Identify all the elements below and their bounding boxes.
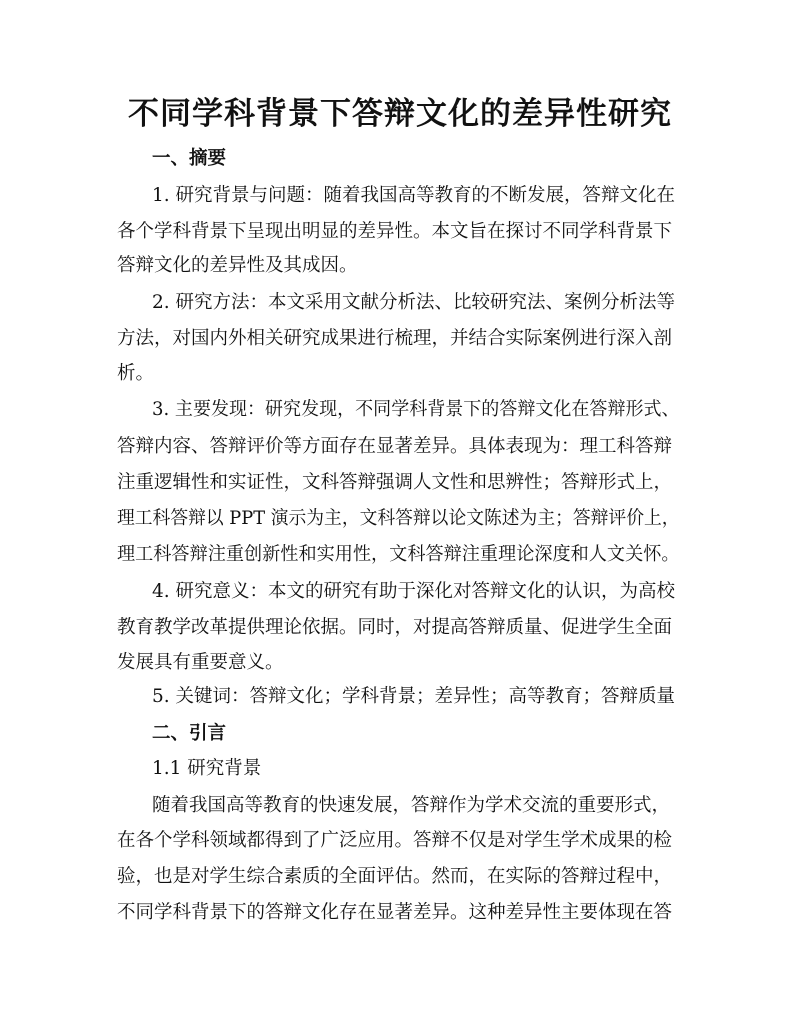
paragraph-line: 5. 关键词：答辩文化；学科背景；差异性；高等教育；答辩质量 xyxy=(152,686,676,707)
paragraph-line: 各个学科背景下呈现出明显的差异性。本文旨在探讨不同学科背景下 xyxy=(117,221,673,242)
paragraph-line: 1.1 研究背景 xyxy=(152,758,262,779)
paragraph-line: 答辩文化的差异性及其成因。 xyxy=(117,255,358,276)
section-heading: 二、引言 xyxy=(152,723,227,744)
paragraph-line: 2. 研究方法：本文采用文献分析法、比较研究法、案例分析法等 xyxy=(152,292,676,313)
paragraph-line: 注重逻辑性和实证性，文科答辩强调人文性和思辨性；答辩形式上， xyxy=(117,472,673,493)
paragraph-line: 不同学科背景下的答辩文化存在显著差异。这种差异性主要体现在答 xyxy=(117,902,673,923)
paragraph-line: 发展具有重要意义。 xyxy=(117,652,284,673)
section-heading: 一、摘要 xyxy=(152,148,227,169)
paragraph-line: 在各个学科领域都得到了广泛应用。答辩不仅是对学生学术成果的检 xyxy=(117,830,673,851)
paragraph-line: 方法，对国内外相关研究成果进行梳理，并结合实际案例进行深入剖 xyxy=(117,328,673,349)
paragraph-line: 验，也是对学生综合素质的全面评估。然而，在实际的答辩过程中， xyxy=(117,866,673,887)
paragraph-line: 随着我国高等教育的快速发展，答辩作为学术交流的重要形式， xyxy=(152,795,671,816)
paragraph-line: 析。 xyxy=(117,363,155,384)
paragraph-line: 1. 研究背景与问题：随着我国高等教育的不断发展，答辩文化在 xyxy=(152,185,676,206)
paragraph-line: 教育教学改革提供理论依据。同时，对提高答辩质量、促进学生全面 xyxy=(117,617,673,638)
paragraph-line: 答辩内容、答辩评价等方面存在显著差异。具体表现为：理工科答辩 xyxy=(117,436,673,457)
paragraph-line: 理工科答辩注重创新性和实用性，文科答辩注重理论深度和人文关怀。 xyxy=(117,544,680,565)
document-title: 不同学科背景下答辩文化的差异性研究 xyxy=(128,96,672,132)
paragraph-line: 理工科答辩以 PPT 演示为主，文科答辩以论文陈述为主；答辩评价上， xyxy=(117,508,680,529)
paragraph-line: 3. 主要发现：研究发现，不同学科背景下的答辩文化在答辩形式、 xyxy=(152,399,680,420)
paragraph-line: 4. 研究意义：本文的研究有助于深化对答辩文化的认识，为高校 xyxy=(152,581,676,602)
